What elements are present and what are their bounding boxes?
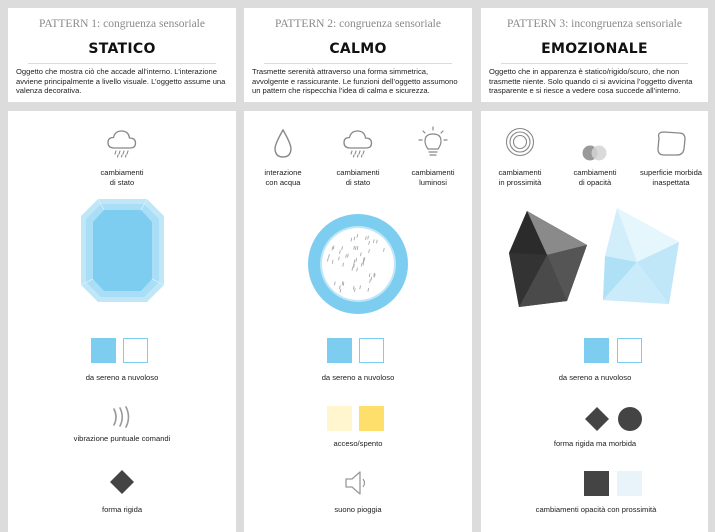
- column-body: [481, 111, 708, 532]
- rain-streak: [357, 268, 358, 271]
- feature-label-opacity-proximity: cambiamenti opacità con prossimità: [535, 505, 657, 514]
- rain-streak: [343, 263, 344, 266]
- octagon-gem-shape: [80, 198, 165, 303]
- transparent-crystal-shape: [601, 206, 681, 308]
- feature-label-state-change: cambiamenti di stato: [336, 168, 380, 187]
- rain-ring-shape: [307, 213, 409, 315]
- feature-label-rigid-soft: forma rigida ma morbida: [553, 439, 637, 448]
- proximity-rings-icon: [505, 127, 535, 157]
- rain-streak: [373, 240, 374, 243]
- pattern-heading: PATTERN 2: congruenza sensoriale: [275, 18, 441, 30]
- dark-crystal-shape: [507, 209, 589, 309]
- rain-streak: [332, 247, 333, 250]
- pattern-description: Trasmette serenità attraverso una forma simmetrica, avvolgente e rassicurante. Le funzioni dell’oggetto assumono un pattern che rispecchia l’idea di calma e sicurezza.: [252, 67, 458, 96]
- title-divider: [28, 63, 216, 64]
- rain-streak: [332, 260, 333, 263]
- pattern-heading: PATTERN 3: incongruenza sensoriale: [507, 18, 682, 30]
- rain-streak: [364, 258, 365, 261]
- title-divider: [264, 63, 452, 64]
- rain-streak: [342, 282, 343, 285]
- rain-streak: [368, 236, 369, 239]
- vibration-icon: [109, 405, 135, 429]
- rain-streak: [363, 262, 364, 265]
- rain-streak: [361, 263, 362, 266]
- rain-streak: [351, 238, 352, 241]
- rain-streak: [360, 286, 361, 289]
- rain-streak: [353, 264, 354, 267]
- feature-label-water: interazione con acqua: [264, 168, 302, 187]
- cloud-rain-icon: [341, 126, 375, 160]
- pattern-title: STATICO: [88, 41, 156, 57]
- title-divider: [501, 63, 688, 64]
- feature-label-vibration: vibrazione puntuale comandi: [73, 434, 171, 443]
- rain-streak: [366, 237, 367, 240]
- rain-streak: [368, 288, 369, 291]
- rain-streak: [355, 247, 356, 250]
- rain-streak: [370, 280, 371, 283]
- speaker-icon: [343, 469, 371, 497]
- rain-streak: [354, 260, 355, 263]
- pattern-column-statico: [8, 8, 236, 514]
- swatch-blue: [584, 338, 609, 363]
- feature-label-on-off: acceso/spento: [333, 439, 383, 448]
- rain-streak: [346, 255, 347, 258]
- rain-streak: [369, 241, 370, 244]
- feature-label-rigid-shape: forma rigida: [101, 505, 143, 514]
- rain-streak: [329, 254, 330, 257]
- column-body: [8, 111, 236, 532]
- feature-label-proximity: cambiamenti in prossimità: [498, 168, 542, 187]
- pattern-title: CALMO: [329, 41, 387, 57]
- rain-streak: [339, 257, 340, 260]
- diamond-icon: [584, 406, 610, 432]
- rain-streak: [355, 289, 356, 292]
- rain-streak: [353, 286, 354, 289]
- swatch-blue: [91, 338, 116, 363]
- swatch-dark: [584, 471, 609, 496]
- swatch-label: da sereno a nuvoloso: [558, 373, 632, 382]
- rain-streak: [374, 273, 375, 276]
- rain-streak: [377, 240, 378, 243]
- pattern-description: Oggetto che mostra ciò che accade all’interno. L’interazione avviene principalmente a livello visuale. L’oggetto assume una valenza decorativa.: [16, 67, 226, 96]
- feature-label-rain-sound: suono pioggia: [334, 505, 382, 514]
- swatch-light: [617, 471, 642, 496]
- rain-streak: [369, 250, 370, 253]
- lightbulb-icon: [418, 126, 448, 160]
- rain-streak: [357, 247, 358, 250]
- rain-streak: [333, 246, 334, 249]
- rain-streak: [361, 253, 362, 256]
- column-header: [481, 8, 708, 102]
- opacity-circles-icon: [580, 144, 610, 162]
- swatch-blue: [327, 338, 352, 363]
- rain-streak: [384, 248, 385, 251]
- pattern-title: EMOZIONALE: [541, 41, 648, 57]
- swatch-label: da sereno a nuvoloso: [85, 373, 159, 382]
- column-header: [8, 8, 236, 102]
- diamond-icon: [109, 469, 135, 495]
- swatch-yellow: [359, 406, 384, 431]
- rain-streak: [340, 251, 341, 254]
- rain-streak: [357, 234, 358, 237]
- rain-streak: [340, 286, 341, 289]
- rain-streak: [343, 283, 344, 286]
- rain-streak: [340, 289, 341, 292]
- rain-streak: [354, 246, 355, 249]
- swatch-white: [617, 338, 642, 363]
- feature-label-light-change: cambiamenti luminosi: [411, 168, 455, 187]
- feature-label-soft-surface: superficie morbida inaspettata: [639, 168, 703, 187]
- rain-streak: [335, 282, 336, 285]
- rain-streak: [374, 274, 375, 277]
- cloud-rain-icon: [105, 126, 139, 160]
- rain-streak: [371, 277, 372, 280]
- water-drop-icon: [271, 127, 295, 161]
- rain-streak: [328, 258, 329, 261]
- feature-label-opacity: cambiamenti di opacità: [573, 168, 617, 187]
- pattern-column-emozionale: [481, 8, 708, 514]
- column-body: [244, 111, 472, 532]
- pattern-column-calmo: [244, 8, 472, 514]
- pattern-description: Oggetto che in apparenza è statico/rigido/scuro, che non trasmette niente. Solo quando ci si avvicina l’oggetto diventa trasparente e si riesce a vedere cosa succede all’interno.: [489, 67, 693, 96]
- rain-streak: [354, 237, 355, 240]
- rain-streak: [348, 254, 349, 257]
- column-header: [244, 8, 472, 102]
- rain-streak: [356, 258, 357, 261]
- swatch-white: [359, 338, 384, 363]
- rain-streak: [342, 247, 343, 250]
- circle-icon: [617, 406, 643, 432]
- feature-label-state-change: cambiamenti di stato: [100, 168, 144, 187]
- swatch-white: [123, 338, 148, 363]
- pattern-heading: PATTERN 1: congruenza sensoriale: [39, 18, 205, 30]
- swatch-label: da sereno a nuvoloso: [321, 373, 395, 382]
- soft-shape-icon: [654, 129, 688, 159]
- rain-streak: [352, 267, 353, 270]
- rain-streak: [369, 274, 370, 277]
- swatch-yellow-light: [327, 406, 352, 431]
